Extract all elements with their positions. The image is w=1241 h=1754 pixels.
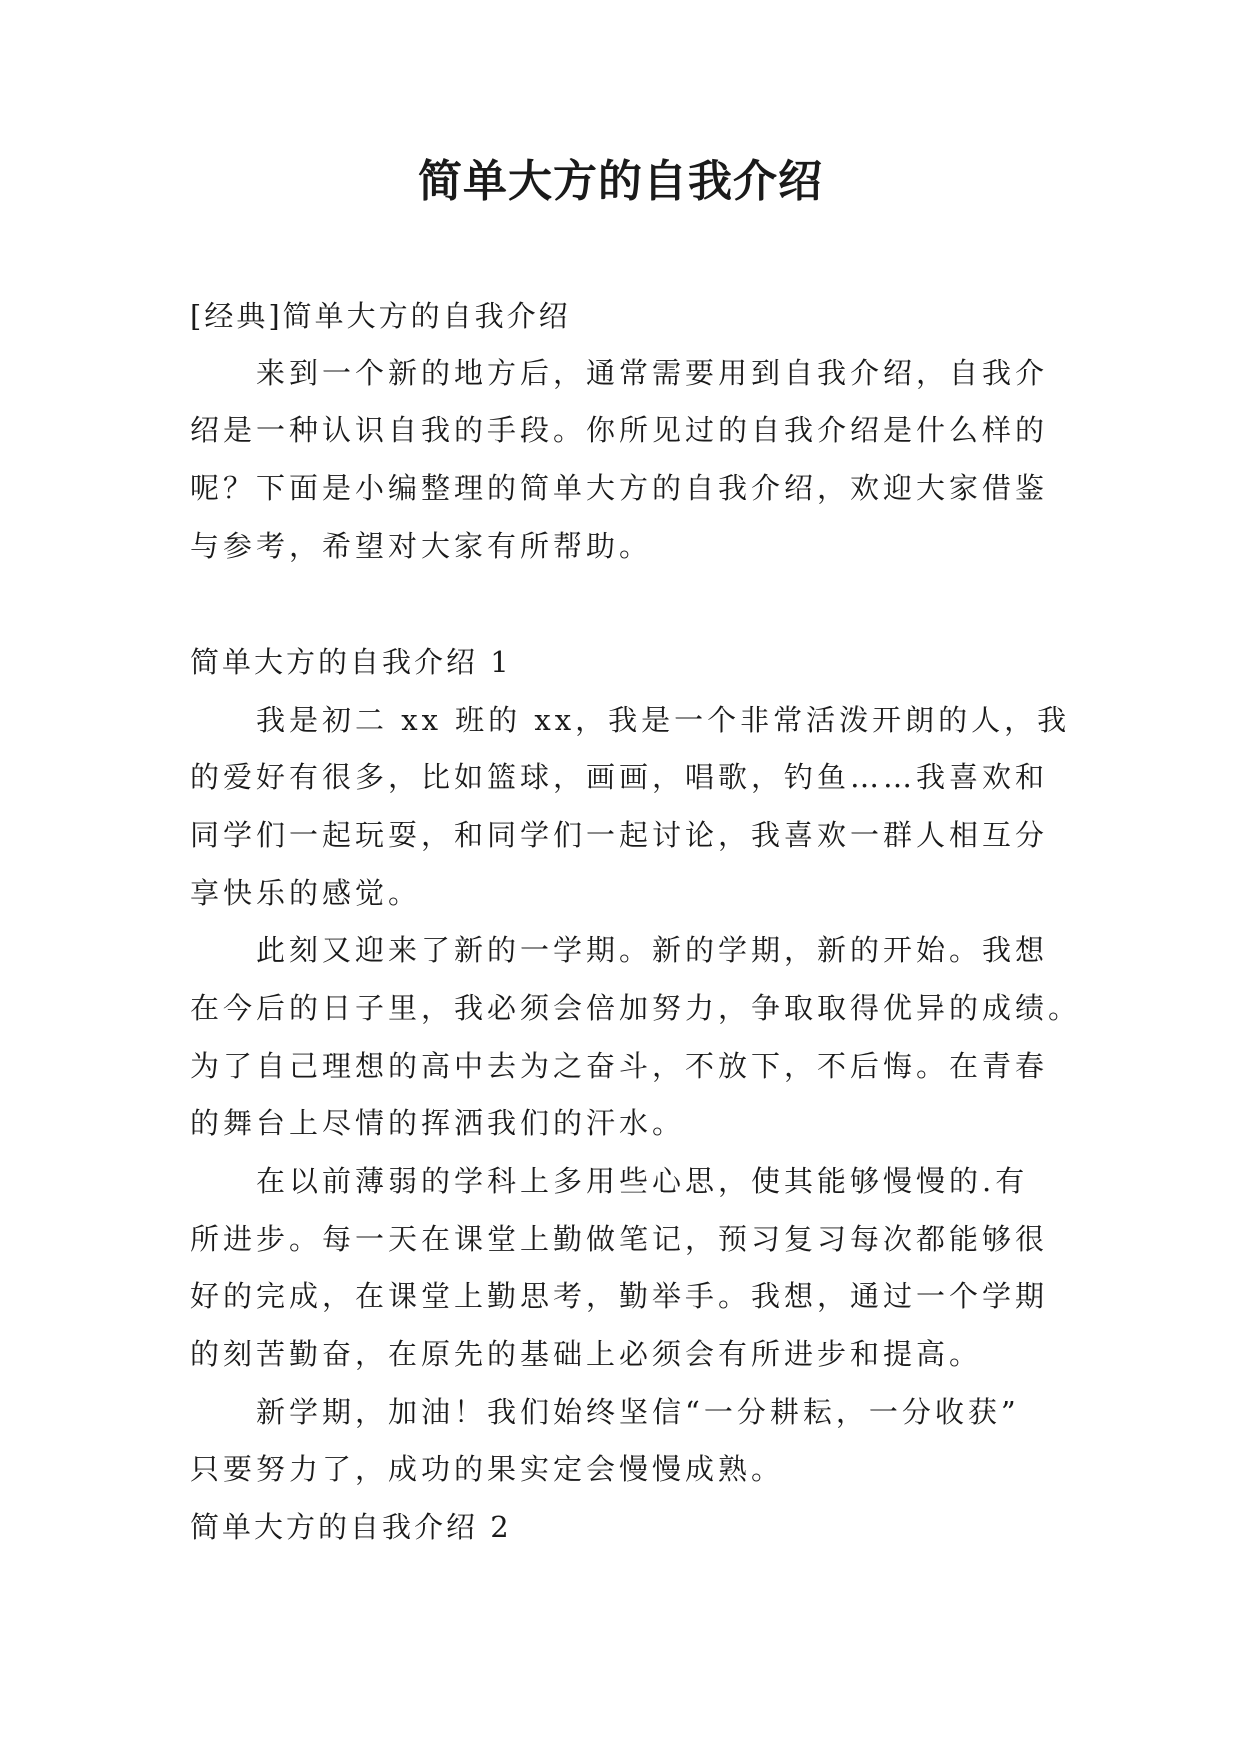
intro-line: 绍是一种认识自我的手段。你所见过的自我介绍是什么样的	[190, 413, 1049, 447]
paragraph-line: 的舞台上尽情的挥洒我们的汗水。	[190, 1106, 686, 1140]
paragraph-line: 只要努力了，成功的果实定会慢慢成熟。	[190, 1452, 785, 1486]
paragraph-line: 所进步。每一天在课堂上勤做笔记，预习复习每次都能够很	[190, 1222, 1049, 1256]
intro-line: 来到一个新的地方后，通常需要用到自我介绍，自我介	[256, 356, 1049, 390]
paragraph-line: 好的完成，在课堂上勤思考，勤举手。我想，通过一个学期	[190, 1279, 1049, 1313]
document-subtitle: [经典]简单大方的自我介绍	[190, 299, 571, 333]
paragraph-line: 同学们一起玩耍，和同学们一起讨论，我喜欢一群人相互分	[190, 818, 1049, 852]
paragraph-line: 在今后的日子里，我必须会倍加努力，争取取得优异的成绩。	[190, 991, 1082, 1025]
section-heading-2: 简单大方的自我介绍 2	[190, 1510, 512, 1544]
document-title: 简单大方的自我介绍	[418, 156, 823, 207]
paragraph-line: 我是初二 xx 班的 xx，我是一个非常活泼开朗的人，我	[256, 703, 1071, 737]
paragraph-line: 在以前薄弱的学科上多用些心思，使其能够慢慢的.有	[256, 1164, 1029, 1198]
paragraph-line: 此刻又迎来了新的一学期。新的学期，新的开始。我想	[256, 933, 1049, 967]
section-heading-1: 简单大方的自我介绍 1	[190, 645, 512, 679]
paragraph-line: 为了自己理想的高中去为之奋斗，不放下，不后悔。在青春	[190, 1049, 1049, 1083]
intro-line: 呢？下面是小编整理的简单大方的自我介绍，欢迎大家借鉴	[190, 471, 1049, 505]
intro-line: 与参考，希望对大家有所帮助。	[190, 529, 653, 563]
paragraph-line: 的刻苦勤奋，在原先的基础上必须会有所进步和提高。	[190, 1337, 983, 1371]
paragraph-line: 的爱好有很多，比如篮球，画画，唱歌，钓鱼……我喜欢和	[190, 760, 1049, 794]
paragraph-line: 享快乐的感觉。	[190, 876, 422, 910]
paragraph-line: 新学期，加油！我们始终坚信“一分耕耘，一分收获”	[256, 1395, 1020, 1429]
